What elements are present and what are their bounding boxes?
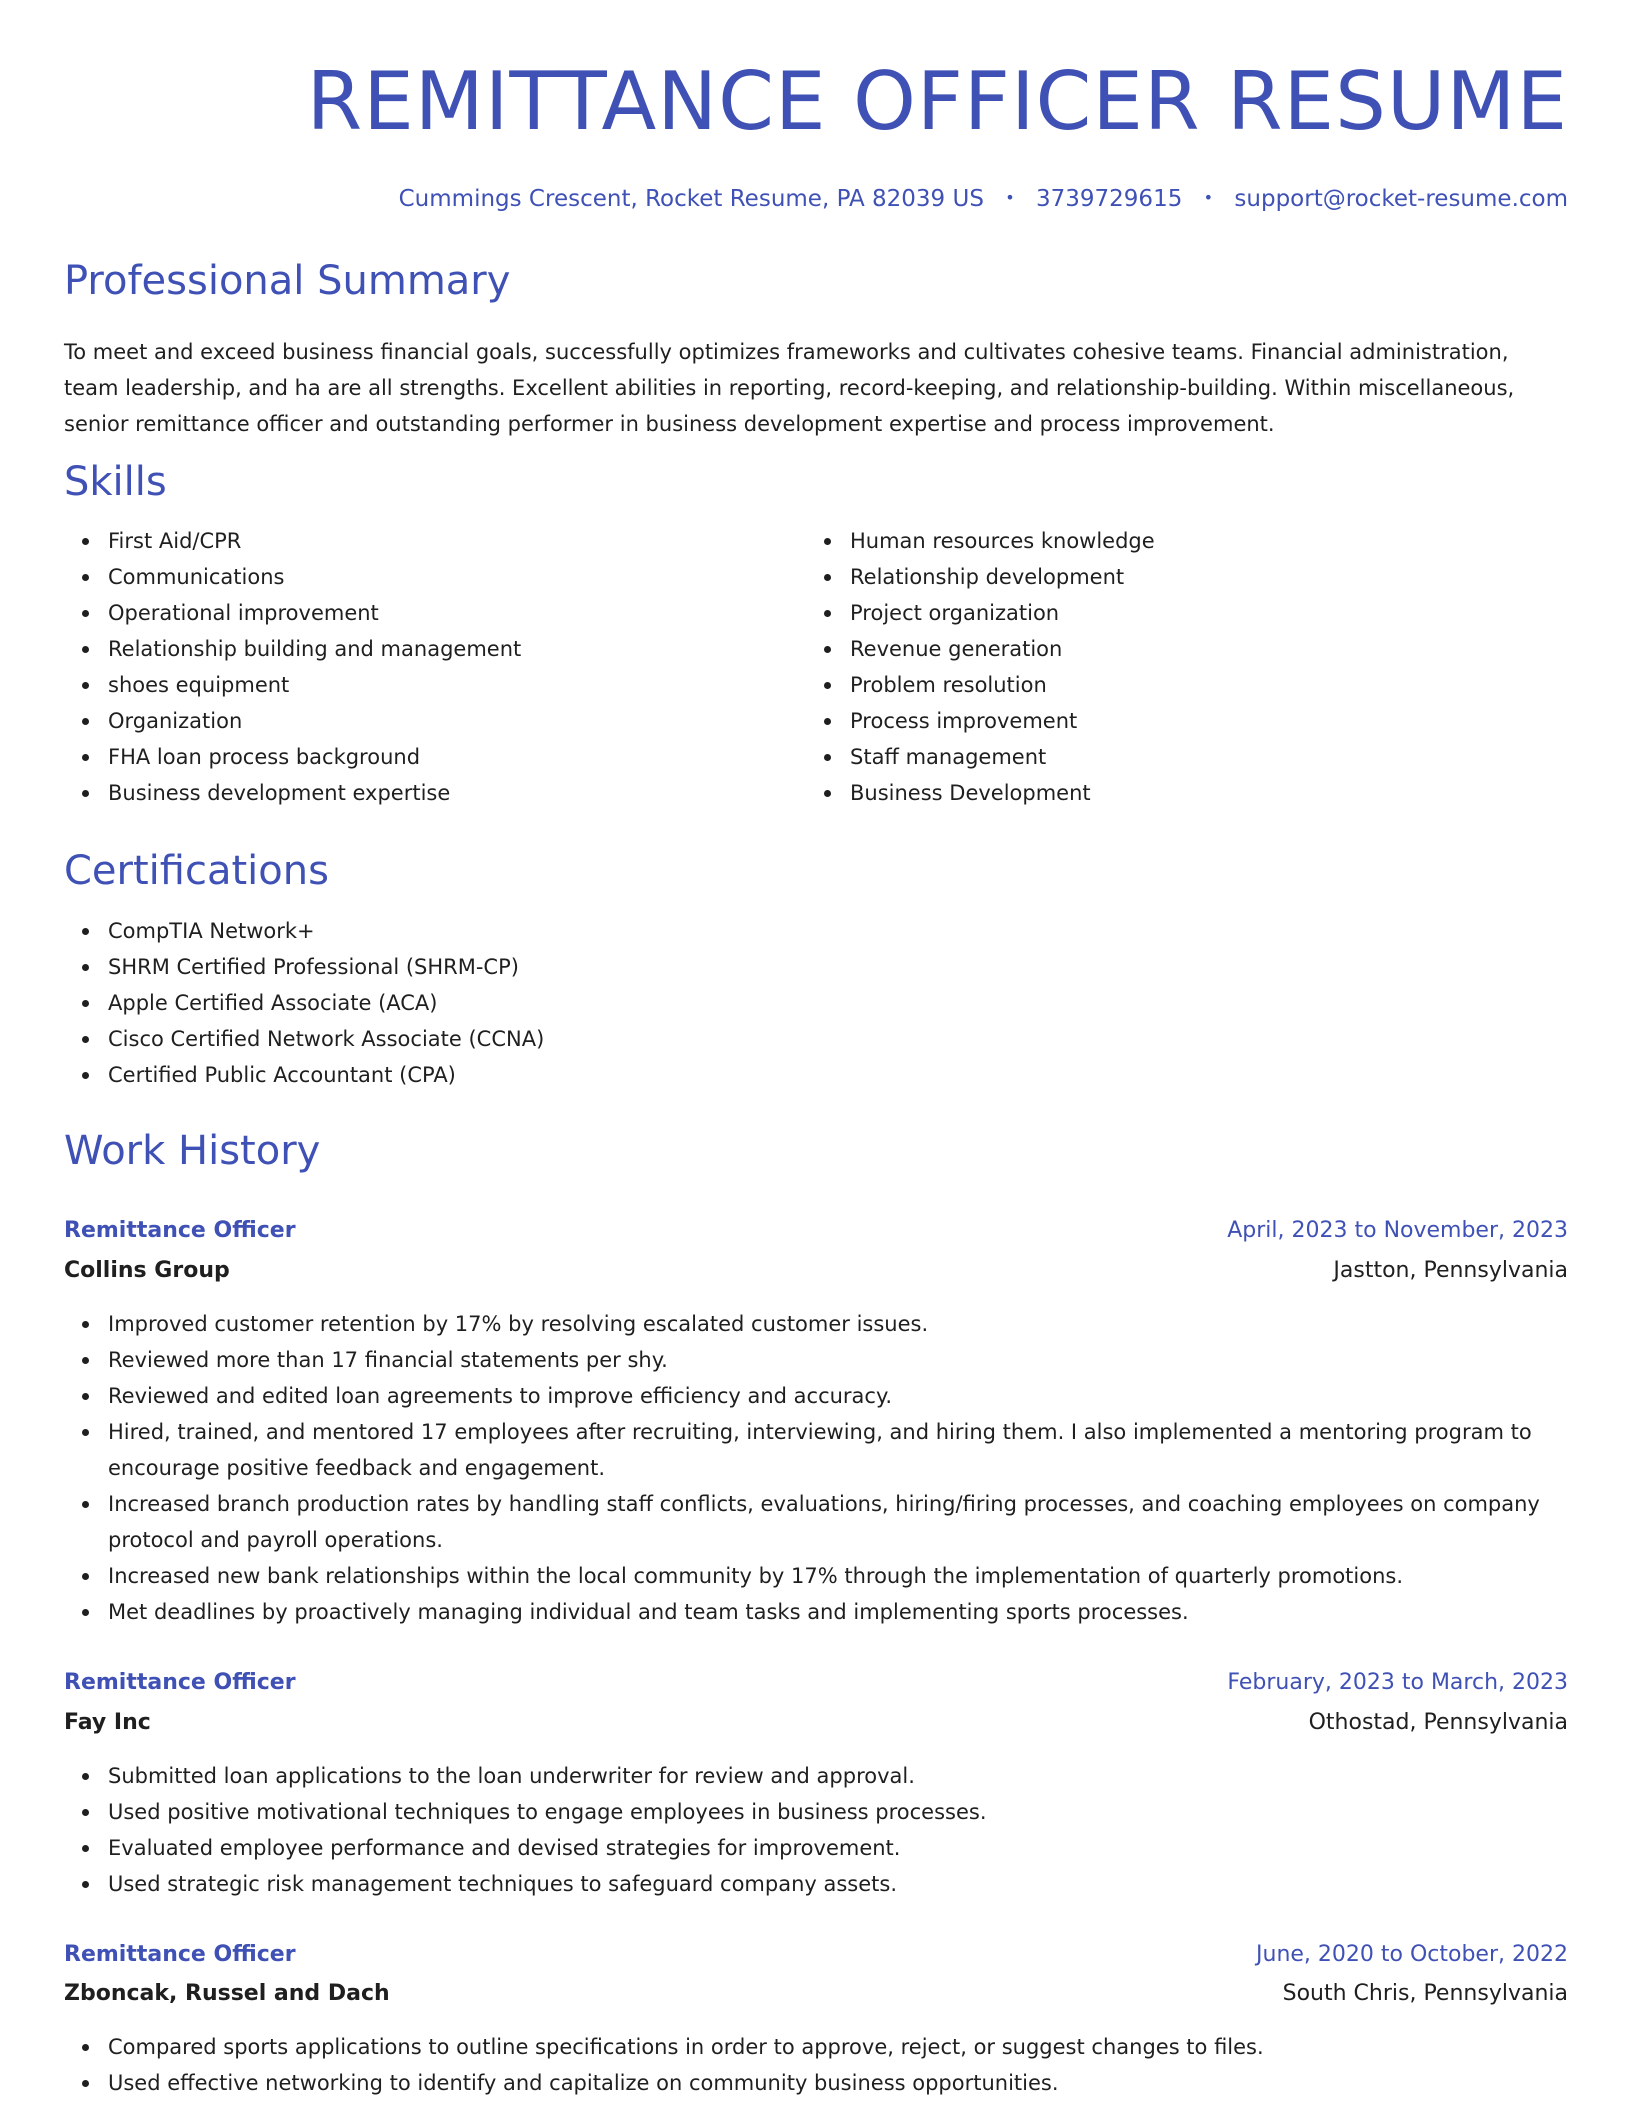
summary-heading: Professional Summary: [64, 258, 511, 304]
job-location: Jastton, Pennsylvania: [1333, 1258, 1568, 1283]
certification-item: Apple Certified Associate (ACA): [108, 985, 1568, 1021]
job-bullet: Met deadlines by proactively managing individual and team tasks and implementing sports processes.: [108, 1594, 1568, 1630]
skill-item: Business development expertise: [108, 775, 808, 811]
job-title: Remittance Officer: [64, 1218, 296, 1243]
work-history-heading: Work History: [64, 1128, 321, 1174]
certifications-list: [64, 913, 1568, 1093]
job-bullet: Reviewed more than 17 financial statements per shy.: [108, 1342, 1568, 1378]
job-bullet: Used positive motivational techniques to engage employees in business processes.: [108, 1794, 1568, 1830]
skill-item: Process improvement: [850, 703, 1550, 739]
certification-item: Cisco Certified Network Associate (CCNA): [108, 1021, 1568, 1057]
job-bullet: Increased new bank relationships within the local community by 17% through the implementation of quarterly promotions.: [108, 1558, 1568, 1594]
skill-item: Operational improvement: [108, 595, 808, 631]
skill-item: Staff management: [850, 739, 1550, 775]
job-bullet: Improved customer retention by 17% by resolving escalated customer issues.: [108, 1306, 1568, 1342]
skill-item: Organization: [108, 703, 808, 739]
skill-item: Communications: [108, 559, 808, 595]
job-title: Remittance Officer: [64, 1670, 296, 1695]
contact-email: support@rocket-resume.com: [1234, 186, 1568, 212]
resume-title: REMITTANCE OFFICER RESUME: [306, 55, 1568, 148]
job-dates: April, 2023 to November, 2023: [1227, 1218, 1568, 1243]
job-bullets: [64, 2029, 1568, 2101]
skills-list-right: [806, 523, 1550, 811]
skill-item: Relationship building and management: [108, 631, 808, 667]
contact-phone: 3739729615: [1036, 186, 1183, 212]
job-bullets: [64, 1758, 1568, 1902]
job-dates: June, 2020 to October, 2022: [1256, 1942, 1568, 1967]
job-company: Collins Group: [64, 1258, 230, 1283]
skill-item: FHA loan process background: [108, 739, 808, 775]
job-bullets: [64, 1306, 1568, 1630]
skill-item: First Aid/CPR: [108, 523, 808, 559]
contact-separator: •: [1005, 188, 1015, 207]
job-company: Zboncak, Russel and Dach: [64, 1981, 390, 2006]
skill-item: shoes equipment: [108, 667, 808, 703]
skill-item: Project organization: [850, 595, 1550, 631]
certification-item: CompTIA Network+: [108, 913, 1568, 949]
job-bullet: Reviewed and edited loan agreements to improve efficiency and accuracy.: [108, 1378, 1568, 1414]
job-bullet: Increased branch production rates by handling staff conflicts, evaluations, hiring/firing processes, and coaching employees on company protocol and payroll operations.: [108, 1486, 1568, 1558]
job-bullet: Hired, trained, and mentored 17 employees after recruiting, interviewing, and hiring them. I also implemented a mentoring program to encourage positive feedback and engagement.: [108, 1414, 1568, 1486]
skill-item: Relationship development: [850, 559, 1550, 595]
skills-list-left: [64, 523, 808, 811]
job-bullet: Submitted loan applications to the loan underwriter for review and approval.: [108, 1758, 1568, 1794]
job-company: Fay Inc: [64, 1710, 151, 1735]
skill-item: Revenue generation: [850, 631, 1550, 667]
skill-item: Problem resolution: [850, 667, 1550, 703]
job-title: Remittance Officer: [64, 1942, 296, 1967]
job-location: Othostad, Pennsylvania: [1308, 1710, 1568, 1735]
summary-text: To meet and exceed business financial goals, successfully optimizes frameworks and cultivates cohesive teams. Financial administration, team leadership, and ha are all strengths. Excellent abilities in reporting, record-keeping, and relationship-building. Within miscellaneous, senior remittance officer and outstanding performer in business development expertise and process improvement.: [64, 340, 1515, 436]
job-bullet: Used strategic risk management techniques to safeguard company assets.: [108, 1866, 1568, 1902]
certifications-heading: Certifications: [64, 848, 329, 894]
certification-item: SHRM Certified Professional (SHRM-CP): [108, 949, 1568, 985]
job-bullet: Evaluated employee performance and devised strategies for improvement.: [108, 1830, 1568, 1866]
skill-item: Human resources knowledge: [850, 523, 1550, 559]
contact-separator: •: [1203, 188, 1214, 207]
contact-address: Cummings Crescent, Rocket Resume, PA 82039 US: [398, 186, 984, 212]
job-bullet: Used effective networking to identify and capitalize on community business opportunities.: [108, 2065, 1568, 2101]
skill-item: Business Development: [850, 775, 1550, 811]
certification-item: Certified Public Accountant (CPA): [108, 1057, 1568, 1093]
contact-line: [399, 180, 1568, 217]
skills-heading: Skills: [64, 459, 167, 505]
job-dates: February, 2023 to March, 2023: [1227, 1670, 1568, 1695]
job-bullet: Compared sports applications to outline specifications in order to approve, reject, or suggest changes to files.: [108, 2029, 1568, 2065]
job-location: South Chris, Pennsylvania: [1282, 1981, 1568, 2006]
